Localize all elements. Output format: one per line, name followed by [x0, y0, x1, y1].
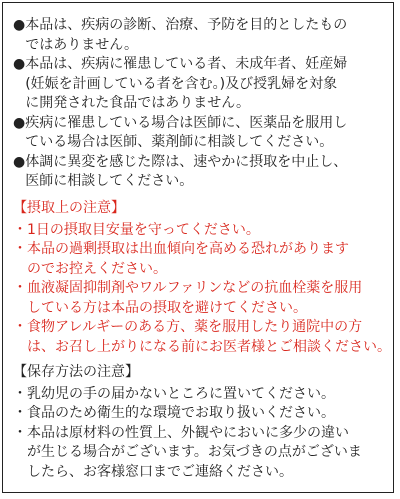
- caution-item: [13, 279, 385, 318]
- bullet-marker: ・: [13, 385, 27, 402]
- caution-text: のでお控えください。: [27, 260, 167, 277]
- notice-text: 疾病に罹患している場合は医師に、医薬品を服用し: [25, 114, 348, 131]
- bullet-marker: ・: [13, 405, 27, 421]
- storage-caution-section: [13, 363, 385, 482]
- storage-text: が生じる場合がございます。お気づきの点がございま: [27, 444, 362, 460]
- general-notice-section: [13, 16, 385, 192]
- notice-item: [13, 16, 385, 55]
- caution-text: 食物アレルギーのある方、薬を服用したり通院中の方: [27, 319, 363, 335]
- intake-caution-section: [13, 199, 391, 357]
- bullet-marker: ●: [13, 153, 26, 170]
- notice-text: に開発された食品ではありません。: [25, 95, 251, 111]
- storage-text: 乳幼児の手の届かないところに置いてください。: [27, 385, 335, 402]
- bullet-marker: ・: [13, 221, 27, 238]
- caution-text: 本品の過剰摂取は出血傾向を高める恐れがあります: [27, 241, 349, 257]
- bullet-marker: ・: [13, 241, 27, 257]
- caution-text: 血液凝固抑制剤やワルファリンなどの抗血栓薬を服用: [27, 280, 363, 296]
- notice-text: 本品は、疾病に罹患している者、未成年者、妊産婦: [25, 56, 348, 72]
- caution-item: [13, 221, 385, 241]
- notice-item: [13, 153, 385, 192]
- caution-text: は、お召し上がりになる前にお医者様とご相談ください。: [27, 338, 391, 355]
- bullet-marker: ・: [13, 319, 27, 335]
- notice-text: ている場合は医師、薬剤師に相談してください。: [25, 134, 334, 150]
- storage-item: [13, 424, 385, 483]
- storage-text: したら、お客様窓口までご連絡ください。: [27, 463, 293, 480]
- storage-item: [13, 385, 385, 405]
- bullet-marker: ・: [13, 280, 27, 296]
- caution-text: している方は本品の摂取を避けてください。: [27, 299, 307, 316]
- bullet-marker: ・: [13, 424, 27, 441]
- bullet-marker: ●: [13, 17, 26, 33]
- notice-item: [13, 114, 385, 153]
- notice-text: 本品は、疾病の診断、治療、予防を目的としたもの: [25, 17, 348, 33]
- caution-item: [13, 240, 385, 279]
- storage-item: [13, 404, 385, 424]
- bullet-marker: ●: [13, 114, 26, 131]
- notice-panel: [2, 2, 394, 493]
- caution-item: [13, 318, 391, 357]
- notice-item: [13, 55, 385, 114]
- bullet-marker: ●: [13, 56, 26, 72]
- notice-text: ではありません。: [25, 36, 139, 53]
- storage-caution-heading: 【保存方法の注意】: [13, 364, 139, 380]
- notice-text: (妊娠を計画している者を含む。)及び授乳婦を対象: [25, 75, 338, 92]
- storage-text: 食品のため衛生的な環境でお取り扱いください。: [27, 405, 335, 421]
- notice-text: 体調に異変を感じた際は、速やかに摂取を中止し、: [25, 153, 348, 170]
- storage-text: 本品は原材料の性質上、外観やにおいに多少の違い: [27, 424, 349, 441]
- caution-text: 1日の摂取目安量を守ってください。: [27, 221, 260, 238]
- notice-text: 医師に相談してください。: [25, 173, 194, 189]
- intake-caution-heading: 【摂取上の注意】: [13, 200, 125, 216]
